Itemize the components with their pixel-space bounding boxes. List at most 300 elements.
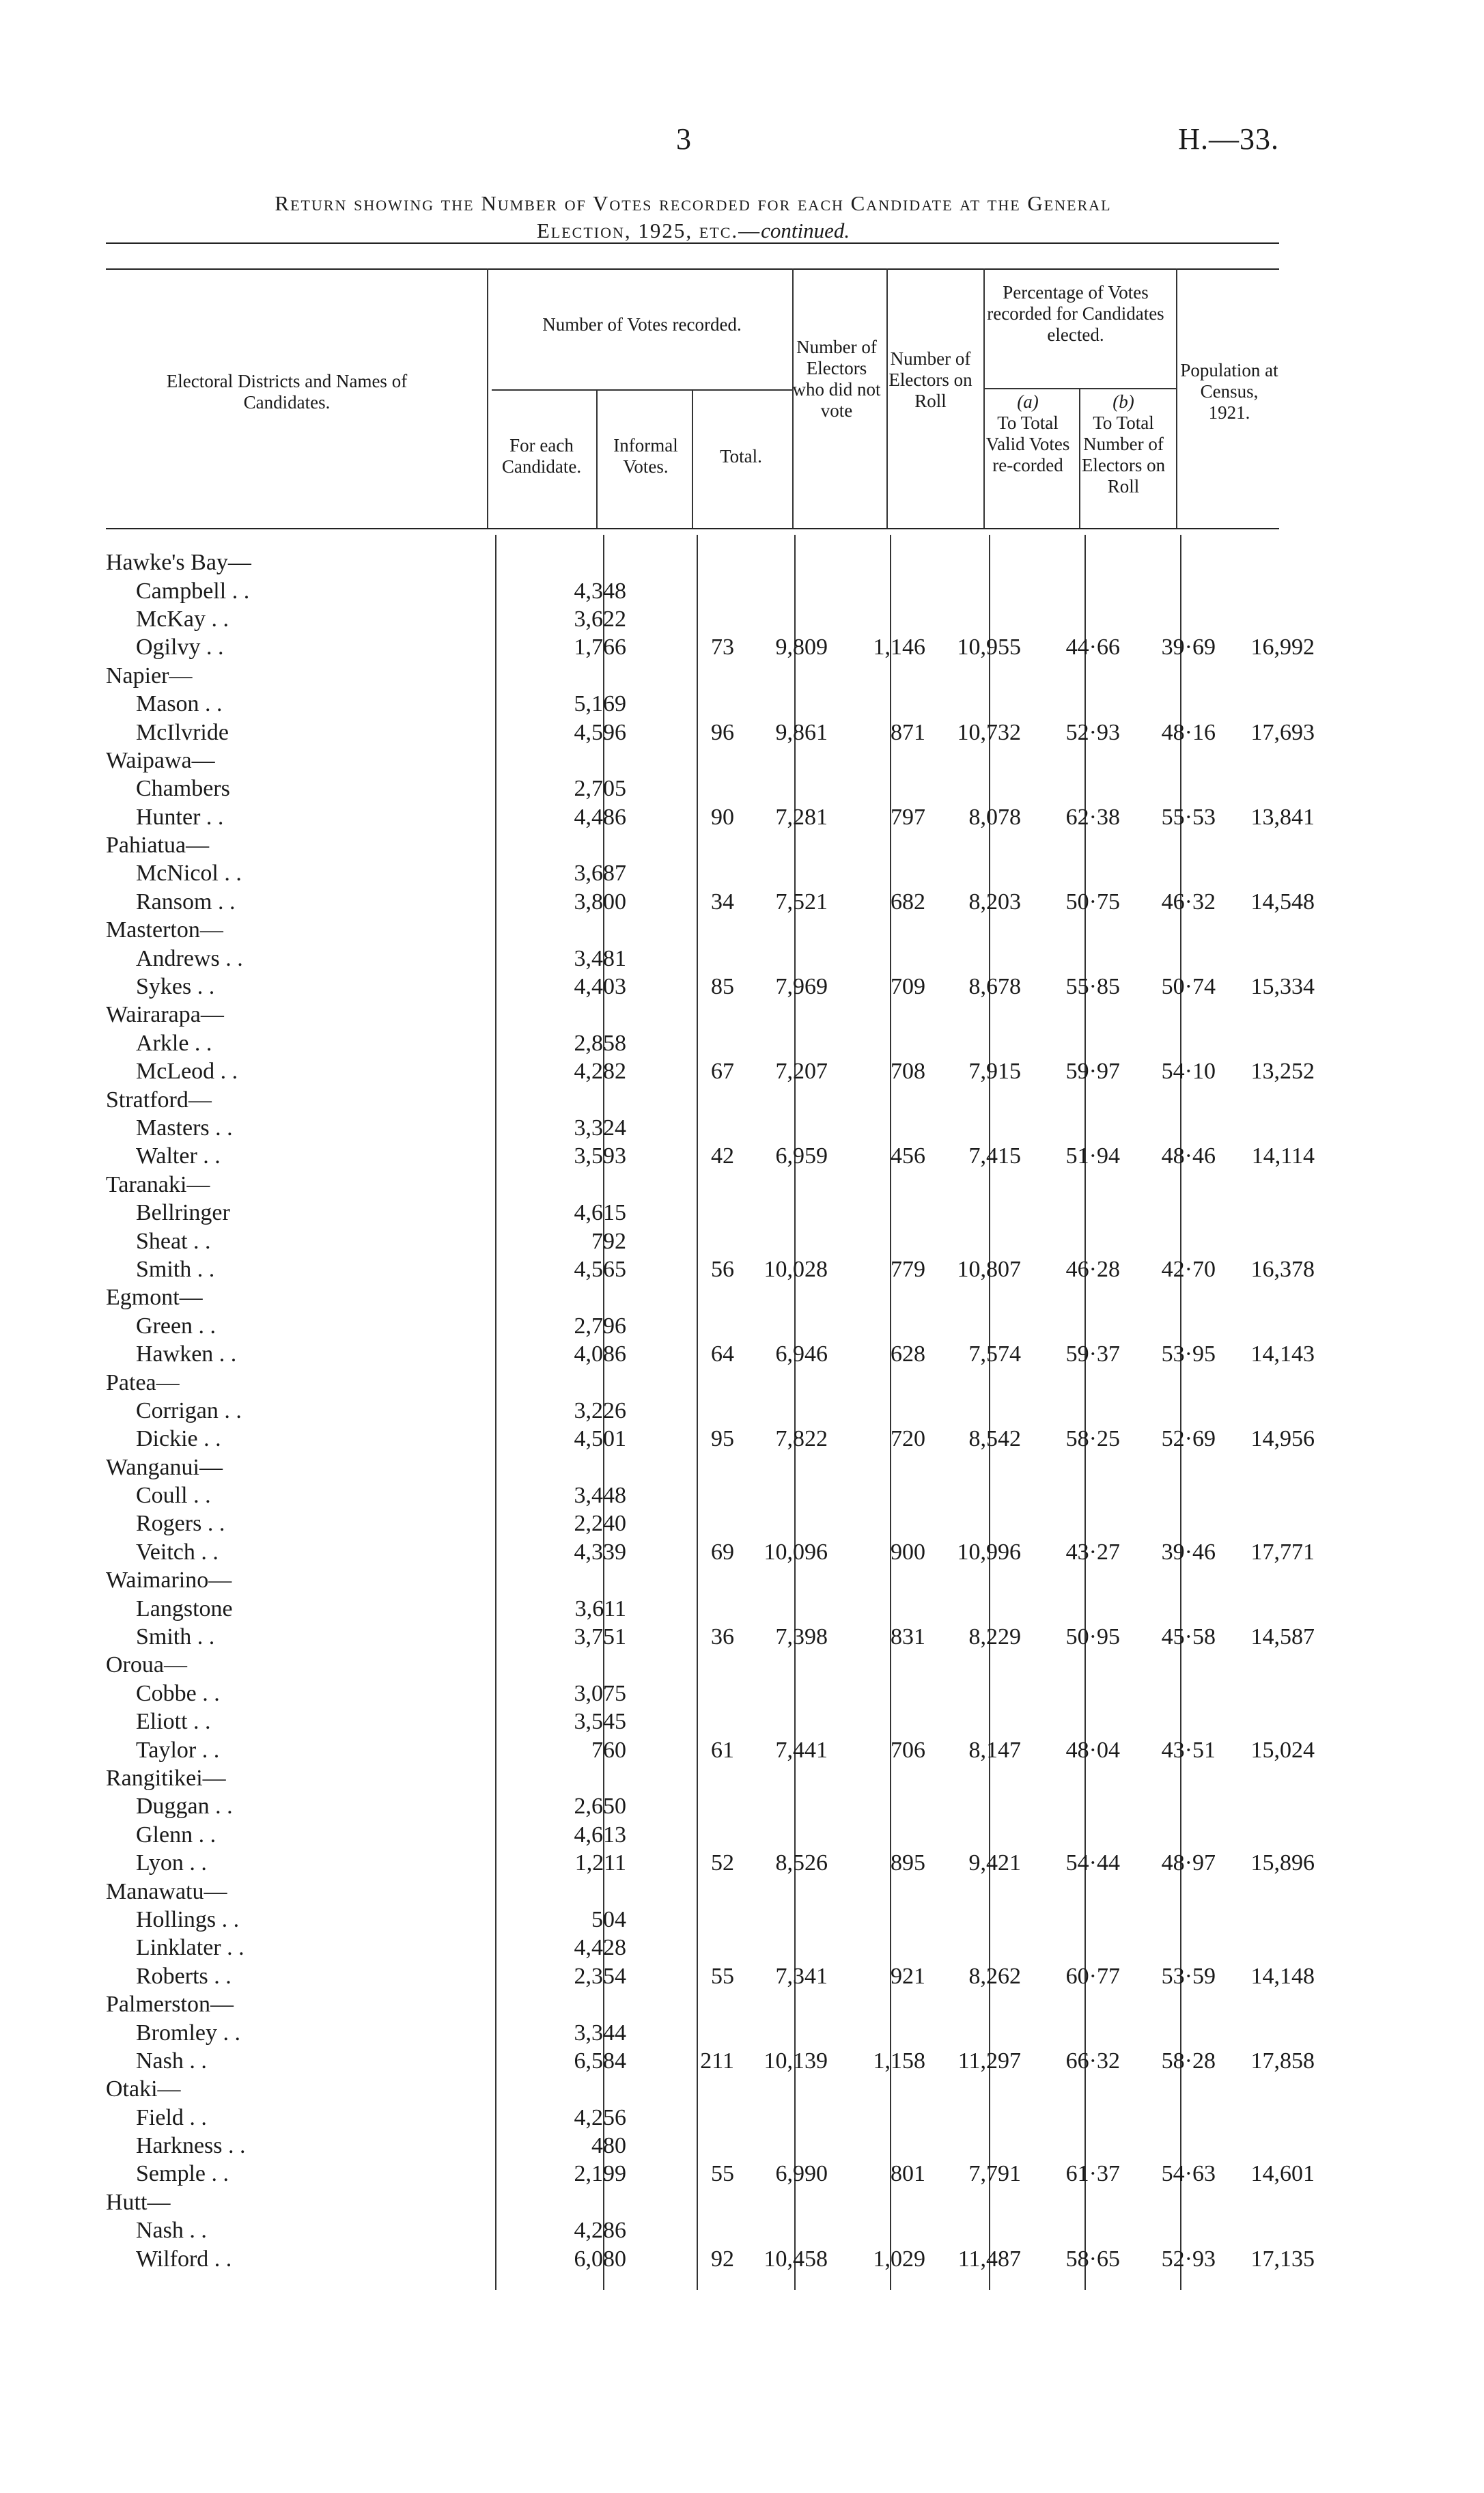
population — [1224, 1029, 1323, 1057]
did-not-vote — [836, 2103, 934, 2131]
candidate-votes: 3,448 — [574, 1483, 626, 1509]
electors-on-roll: 7,915 — [968, 1059, 1021, 1085]
pct-electors-on-roll: 50·74 — [1161, 974, 1216, 1000]
pct-valid-votes — [1029, 1199, 1128, 1227]
total-votes — [742, 1171, 836, 1199]
candidate-votes — [518, 1453, 634, 1481]
pct-valid-votes: 54·44 — [1065, 1850, 1120, 1876]
electors-on-roll — [934, 1085, 1029, 1113]
district-row — [106, 2075, 1323, 2103]
candidate-votes — [518, 1990, 634, 2018]
did-not-vote — [836, 2216, 934, 2244]
pct-electors-on-roll — [1128, 2188, 1224, 2216]
pct-valid-votes — [1029, 1509, 1128, 1537]
electors-on-roll: 8,147 — [968, 1737, 1021, 1763]
electors-on-roll: 8,203 — [968, 889, 1021, 915]
pct-electors-on-roll: 45·58 — [1161, 1624, 1216, 1650]
candidate-votes: 3,593 — [574, 1143, 626, 1169]
district-row — [106, 2188, 1323, 2216]
district-name: Egmont— — [106, 1285, 203, 1311]
total-votes: 7,281 — [775, 804, 828, 830]
candidate-row — [106, 633, 1323, 661]
electors-on-roll — [934, 576, 1029, 604]
total-votes — [742, 1312, 836, 1340]
district-row — [106, 1877, 1323, 1905]
informal-votes — [634, 1566, 742, 1594]
total-votes — [742, 662, 836, 690]
did-not-vote — [836, 1001, 934, 1029]
did-not-vote — [836, 1651, 934, 1679]
pct-valid-votes — [1029, 2132, 1128, 2160]
population — [1224, 690, 1323, 718]
district-name: Masterton— — [106, 917, 223, 943]
candidate-votes: 4,282 — [574, 1059, 626, 1085]
total-votes: 6,990 — [775, 2161, 828, 2187]
total-votes — [742, 747, 836, 775]
header-pct-b-label: (b) — [1112, 391, 1134, 412]
electors-on-roll — [934, 690, 1029, 718]
district-row — [106, 916, 1323, 944]
pct-electors-on-roll: 48·16 — [1161, 719, 1216, 745]
population — [1224, 576, 1323, 604]
informal-votes — [634, 1680, 742, 1708]
pct-electors-on-roll: 54·63 — [1161, 2161, 1216, 2187]
total-votes — [742, 548, 836, 576]
candidate-row — [106, 1227, 1323, 1255]
informal-votes — [634, 1368, 742, 1396]
pct-electors-on-roll — [1128, 1312, 1224, 1340]
population: 16,992 — [1250, 635, 1315, 660]
did-not-vote — [836, 2075, 934, 2103]
total-votes — [742, 2018, 836, 2046]
pct-valid-votes: 59·37 — [1065, 1341, 1120, 1367]
pct-electors-on-roll — [1128, 775, 1224, 803]
did-not-vote — [836, 1199, 934, 1227]
electors-on-roll — [934, 944, 1029, 972]
electors-on-roll: 10,996 — [957, 1539, 1021, 1565]
electors-on-roll — [934, 1792, 1029, 1820]
total-votes: 7,398 — [775, 1624, 828, 1650]
district-name: Manawatu— — [106, 1878, 227, 1904]
pct-electors-on-roll — [1128, 576, 1224, 604]
candidate-row — [106, 1425, 1323, 1453]
district-name: Pahiatua— — [106, 833, 210, 859]
candidate-votes — [518, 1171, 634, 1199]
did-not-vote — [836, 1453, 934, 1481]
candidate-votes: 4,428 — [574, 1935, 626, 1961]
population — [1224, 944, 1323, 972]
electors-on-roll — [934, 1368, 1029, 1396]
candidate-row — [106, 1821, 1323, 1849]
total-votes — [742, 831, 836, 859]
district-row — [106, 747, 1323, 775]
pct-electors-on-roll — [1128, 1001, 1224, 1029]
did-not-vote: 895 — [891, 1850, 925, 1876]
candidate-row — [106, 605, 1323, 633]
candidate-votes: 480 — [591, 2133, 626, 2159]
header-pct-a-text: To Total Valid Votes re-corded — [985, 413, 1070, 475]
pct-electors-on-roll — [1128, 1764, 1224, 1792]
title-line-1: Return showing the Number of Votes recorded for each Candidate at the General — [275, 191, 1112, 215]
electors-on-roll — [934, 1029, 1029, 1057]
pct-valid-votes — [1029, 1171, 1128, 1199]
pct-valid-votes: 46·28 — [1065, 1256, 1120, 1282]
electors-on-roll — [934, 1509, 1029, 1537]
did-not-vote: 708 — [891, 1059, 925, 1085]
pct-valid-votes — [1029, 1001, 1128, 1029]
population — [1224, 1821, 1323, 1849]
population — [1224, 1594, 1323, 1622]
population — [1224, 2075, 1323, 2103]
candidate-row — [106, 1199, 1323, 1227]
candidate-name: Nash . . — [136, 2218, 207, 2244]
electors-on-roll — [934, 1821, 1029, 1849]
pct-valid-votes: 60·77 — [1065, 1963, 1120, 1989]
district-row — [106, 1368, 1323, 1396]
candidate-row — [106, 718, 1323, 746]
did-not-vote: 831 — [891, 1624, 925, 1650]
candidate-row — [106, 1057, 1323, 1085]
candidate-name: Bromley . . — [136, 2020, 240, 2046]
pct-valid-votes — [1029, 1877, 1128, 1905]
total-votes — [742, 1114, 836, 1142]
informal-votes — [634, 1001, 742, 1029]
electors-on-roll: 8,229 — [968, 1624, 1021, 1650]
population — [1224, 1877, 1323, 1905]
total-votes: 6,946 — [775, 1341, 828, 1367]
electors-on-roll — [934, 1114, 1029, 1142]
electors-on-roll — [934, 1481, 1029, 1509]
pct-electors-on-roll — [1128, 1171, 1224, 1199]
electors-on-roll — [934, 1764, 1029, 1792]
population: 13,841 — [1250, 804, 1315, 830]
population — [1224, 1764, 1323, 1792]
population — [1224, 2132, 1323, 2160]
informal-votes — [634, 1877, 742, 1905]
candidate-name: Green . . — [136, 1313, 216, 1339]
total-votes — [742, 1934, 836, 1962]
electors-on-roll: 10,955 — [957, 635, 1021, 660]
informal-votes — [634, 831, 742, 859]
pct-electors-on-roll: 39·69 — [1161, 635, 1216, 660]
did-not-vote — [836, 831, 934, 859]
pct-valid-votes: 66·32 — [1065, 2048, 1120, 2074]
population: 13,252 — [1250, 1059, 1315, 1085]
candidate-votes — [518, 548, 634, 576]
informal-votes — [634, 1171, 742, 1199]
header-bottom-rule — [106, 528, 1279, 529]
district-name: Wairarapa— — [106, 1002, 224, 1028]
candidate-votes: 3,545 — [574, 1709, 626, 1735]
table-title — [106, 190, 1280, 245]
did-not-vote — [836, 2132, 934, 2160]
population — [1224, 2018, 1323, 2046]
did-not-vote — [836, 1990, 934, 2018]
candidate-votes: 5,169 — [574, 691, 626, 717]
candidate-row — [106, 1906, 1323, 1934]
total-votes — [742, 2103, 836, 2131]
informal-votes — [634, 1594, 742, 1622]
candidate-votes: 2,650 — [574, 1794, 626, 1820]
informal-votes — [634, 2075, 742, 2103]
population — [1224, 1085, 1323, 1113]
candidate-row — [106, 1397, 1323, 1425]
pct-valid-votes — [1029, 944, 1128, 972]
informal-votes — [634, 2216, 742, 2244]
did-not-vote — [836, 690, 934, 718]
informal-votes: 69 — [711, 1539, 734, 1565]
paper-reference: H.—33. — [1178, 122, 1279, 156]
header-pct-a-label: (a) — [1017, 391, 1039, 412]
pct-valid-votes — [1029, 916, 1128, 944]
candidate-votes: 3,344 — [574, 2020, 626, 2046]
total-votes — [742, 944, 836, 972]
pct-valid-votes — [1029, 1990, 1128, 2018]
candidate-name: Sheat . . — [136, 1228, 211, 1254]
candidate-votes — [518, 2075, 634, 2103]
informal-votes — [634, 2132, 742, 2160]
candidate-votes — [518, 1566, 634, 1594]
header-pct-a — [983, 391, 1072, 476]
informal-votes — [634, 2103, 742, 2131]
electors-on-roll — [934, 1199, 1029, 1227]
total-votes — [742, 605, 836, 633]
informal-votes — [634, 2188, 742, 2216]
candidate-votes — [518, 1651, 634, 1679]
title-continued: continued. — [761, 219, 850, 242]
total-votes — [742, 1990, 836, 2018]
page-number: 3 — [676, 122, 692, 156]
pct-valid-votes — [1029, 1085, 1128, 1113]
district-row — [106, 831, 1323, 859]
candidate-row — [106, 576, 1323, 604]
total-votes — [742, 1001, 836, 1029]
candidate-row — [106, 775, 1323, 803]
population — [1224, 831, 1323, 859]
did-not-vote — [836, 662, 934, 690]
did-not-vote — [836, 1283, 934, 1311]
population — [1224, 1114, 1323, 1142]
pct-electors-on-roll — [1128, 1227, 1224, 1255]
candidate-votes — [518, 1764, 634, 1792]
pct-electors-on-roll — [1128, 831, 1224, 859]
candidate-name: Lyon . . — [136, 1850, 207, 1876]
electors-on-roll: 9,421 — [968, 1850, 1021, 1876]
header-electors-on-roll: Number of Electors on Roll — [888, 348, 972, 411]
population — [1224, 1171, 1323, 1199]
population — [1224, 1001, 1323, 1029]
candidate-row — [106, 1594, 1323, 1622]
population — [1224, 2216, 1323, 2244]
did-not-vote — [836, 1481, 934, 1509]
did-not-vote — [836, 1171, 934, 1199]
header-percentage: Percentage of Votes recorded for Candidates elected. — [987, 282, 1164, 345]
electors-on-roll — [934, 1397, 1029, 1425]
candidate-row — [106, 1029, 1323, 1057]
informal-votes — [634, 1029, 742, 1057]
candidate-votes: 1,211 — [574, 1850, 626, 1876]
pct-valid-votes: 59·97 — [1065, 1059, 1120, 1085]
col-divider — [1079, 388, 1080, 528]
electors-on-roll — [934, 2132, 1029, 2160]
did-not-vote: 1,146 — [873, 635, 925, 660]
col-divider — [1176, 268, 1177, 528]
candidate-row — [106, 1623, 1323, 1651]
candidate-row — [106, 1509, 1323, 1537]
did-not-vote: 871 — [891, 719, 925, 745]
pct-valid-votes: 62·38 — [1065, 804, 1120, 830]
title-rule — [106, 242, 1279, 244]
population — [1224, 1227, 1323, 1255]
electors-on-roll — [934, 916, 1029, 944]
did-not-vote: 921 — [891, 1963, 925, 1989]
informal-votes: 90 — [711, 804, 734, 830]
population — [1224, 1509, 1323, 1537]
district-row — [106, 1171, 1323, 1199]
electors-on-roll — [934, 747, 1029, 775]
pct-valid-votes — [1029, 1651, 1128, 1679]
pct-electors-on-roll — [1128, 1821, 1224, 1849]
candidate-votes — [518, 1283, 634, 1311]
electors-on-roll: 8,262 — [968, 1963, 1021, 1989]
total-votes: 10,139 — [764, 2048, 828, 2074]
population — [1224, 859, 1323, 887]
pct-electors-on-roll — [1128, 747, 1224, 775]
did-not-vote — [836, 1368, 934, 1396]
pct-electors-on-roll — [1128, 1481, 1224, 1509]
candidate-votes: 2,354 — [574, 1963, 626, 1989]
candidate-name: Smith . . — [136, 1624, 215, 1650]
total-votes: 9,861 — [775, 719, 828, 745]
pct-valid-votes — [1029, 1114, 1128, 1142]
candidate-name: McLeod . . — [136, 1059, 238, 1085]
electors-on-roll: 8,542 — [968, 1426, 1021, 1452]
pct-valid-votes: 50·75 — [1065, 889, 1120, 915]
candidate-name: Linklater . . — [136, 1935, 244, 1961]
district-name: Waipawa— — [106, 747, 215, 773]
total-votes — [742, 1821, 836, 1849]
candidate-votes — [518, 747, 634, 775]
informal-votes — [634, 859, 742, 887]
pct-electors-on-roll — [1128, 1934, 1224, 1962]
candidate-name: Semple . . — [136, 2161, 229, 2187]
candidate-votes: 4,613 — [574, 1822, 626, 1848]
pct-valid-votes: 52·93 — [1065, 719, 1120, 745]
total-votes — [742, 1481, 836, 1509]
total-votes — [742, 1764, 836, 1792]
candidate-row — [106, 1962, 1323, 1990]
candidate-row — [106, 803, 1323, 831]
electors-on-roll: 7,791 — [968, 2161, 1021, 2187]
did-not-vote — [836, 548, 934, 576]
pct-electors-on-roll — [1128, 1708, 1224, 1736]
candidate-name: Taylor . . — [136, 1737, 220, 1763]
candidate-name: McKay . . — [136, 606, 229, 632]
pct-valid-votes — [1029, 576, 1128, 604]
pct-electors-on-roll — [1128, 2075, 1224, 2103]
header-for-each-candidate: For each Candidate. — [501, 435, 582, 477]
candidate-name: Chambers — [136, 776, 230, 802]
pct-valid-votes — [1029, 1566, 1128, 1594]
candidate-votes: 4,501 — [574, 1426, 626, 1452]
electors-on-roll — [934, 1651, 1029, 1679]
candidate-row — [106, 1255, 1323, 1283]
electors-on-roll — [934, 2075, 1029, 2103]
did-not-vote — [836, 1708, 934, 1736]
pct-electors-on-roll: 52·93 — [1161, 2246, 1216, 2272]
total-votes — [742, 1397, 836, 1425]
informal-votes — [634, 548, 742, 576]
candidate-row — [106, 973, 1323, 1001]
did-not-vote — [836, 1906, 934, 1934]
informal-votes: 34 — [711, 889, 734, 915]
informal-votes — [634, 1085, 742, 1113]
informal-votes — [634, 1821, 742, 1849]
informal-votes — [634, 1934, 742, 1962]
population — [1224, 2103, 1323, 2131]
informal-votes: 64 — [711, 1341, 734, 1367]
candidate-row — [106, 2047, 1323, 2075]
did-not-vote — [836, 1594, 934, 1622]
electors-on-roll — [934, 1453, 1029, 1481]
district-row — [106, 1566, 1323, 1594]
candidate-name: Hunter . . — [136, 804, 224, 830]
district-row — [106, 1990, 1323, 2018]
pct-group-rule — [985, 388, 1176, 389]
electors-on-roll: 8,078 — [968, 804, 1021, 830]
population — [1224, 1397, 1323, 1425]
total-votes — [742, 1509, 836, 1537]
population — [1224, 1368, 1323, 1396]
candidate-votes — [518, 1085, 634, 1113]
pct-valid-votes — [1029, 690, 1128, 718]
pct-electors-on-roll — [1128, 1651, 1224, 1679]
header-top-rule — [106, 268, 1279, 270]
population — [1224, 1934, 1323, 1962]
total-votes — [742, 1085, 836, 1113]
electors-on-roll — [934, 662, 1029, 690]
candidate-row — [106, 1934, 1323, 1962]
total-votes — [742, 2216, 836, 2244]
candidate-name: Sykes . . — [136, 974, 215, 1000]
electors-on-roll — [934, 1001, 1029, 1029]
pct-electors-on-roll — [1128, 2103, 1224, 2131]
pct-valid-votes — [1029, 775, 1128, 803]
electors-on-roll: 10,807 — [957, 1256, 1021, 1282]
district-name: Stratford— — [106, 1087, 212, 1113]
pct-valid-votes — [1029, 2216, 1128, 2244]
col-divider — [487, 268, 488, 528]
pct-electors-on-roll — [1128, 944, 1224, 972]
pct-valid-votes — [1029, 1594, 1128, 1622]
electors-on-roll — [934, 1708, 1029, 1736]
candidate-name: Hawken . . — [136, 1341, 237, 1367]
did-not-vote — [836, 1114, 934, 1142]
district-row — [106, 1085, 1323, 1113]
candidate-name: Mason . . — [136, 691, 223, 717]
district-row — [106, 1453, 1323, 1481]
district-name: Rangitikei— — [106, 1765, 226, 1791]
candidate-name: Wilford . . — [136, 2246, 232, 2272]
total-votes: 8,526 — [775, 1850, 828, 1876]
total-votes — [742, 859, 836, 887]
col-divider — [983, 268, 985, 528]
did-not-vote — [836, 605, 934, 633]
population: 14,548 — [1250, 889, 1315, 915]
title-line-2: Election, 1925, etc.— — [536, 219, 761, 242]
pct-valid-votes — [1029, 1680, 1128, 1708]
pct-electors-on-roll: 48·46 — [1161, 1143, 1216, 1169]
